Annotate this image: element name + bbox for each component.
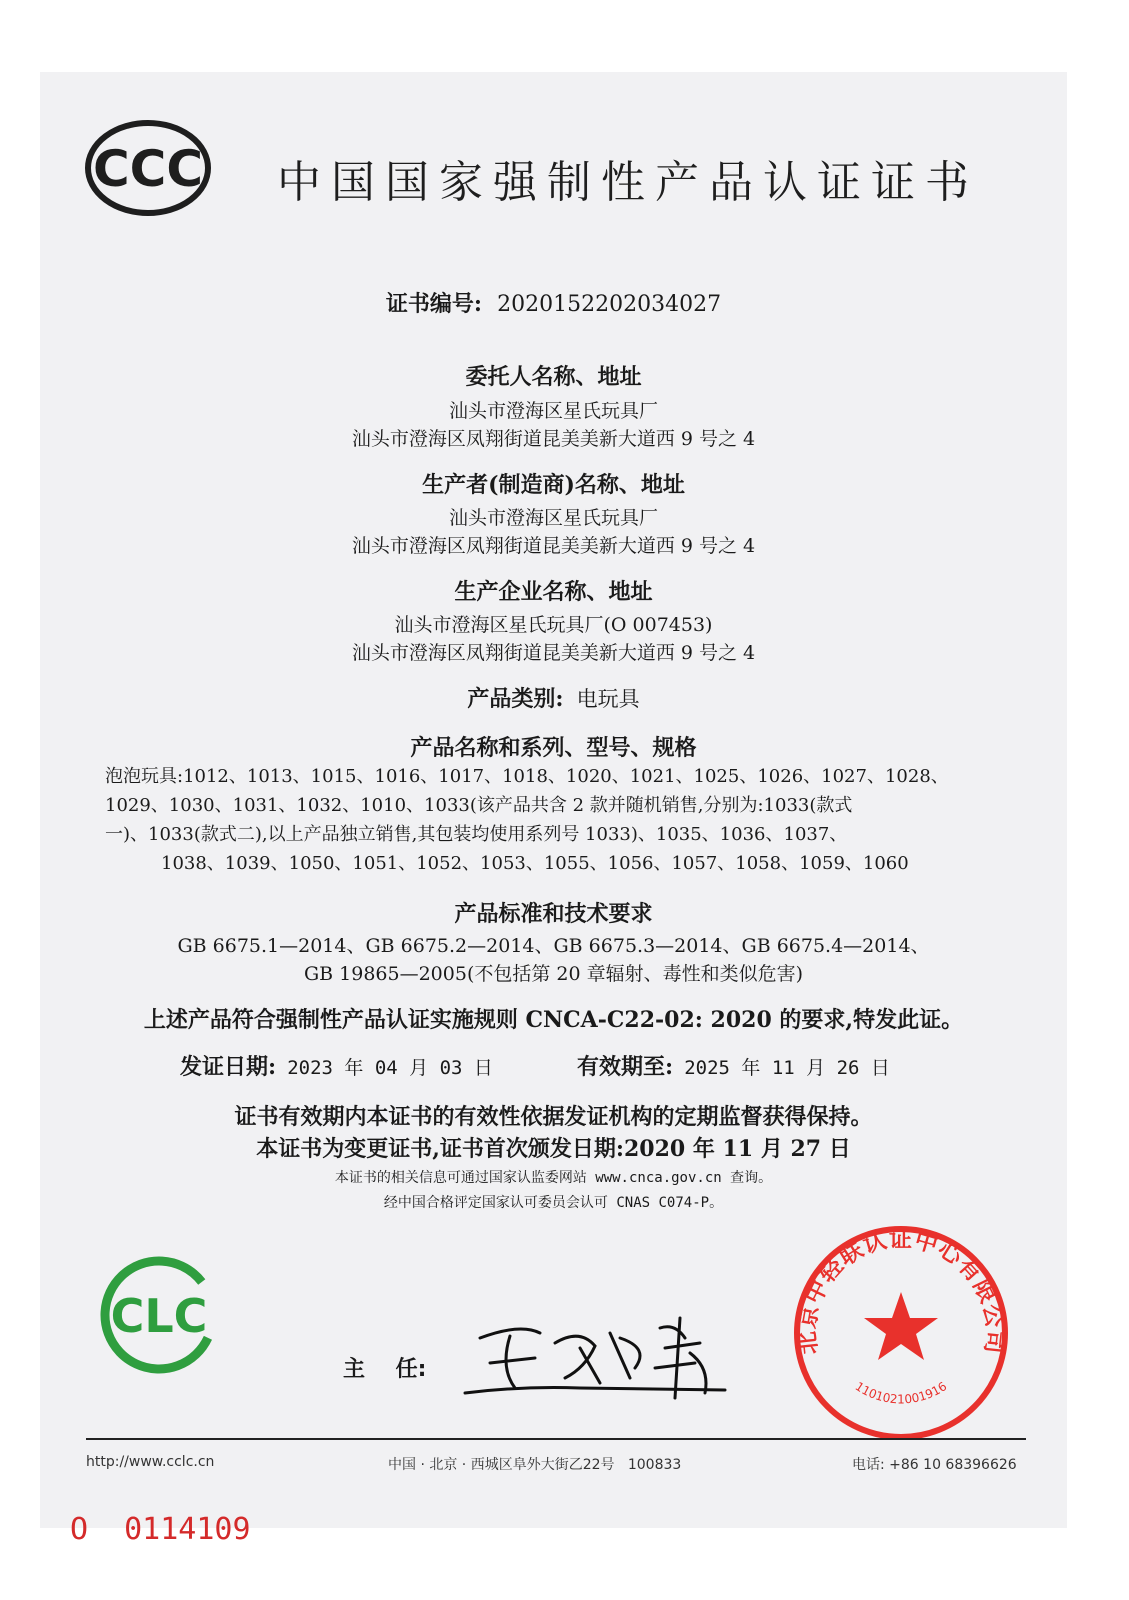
client-address: 汕头市澄海区凤翔街道昆美美新大道西 9 号之 4 bbox=[351, 428, 756, 450]
producer-name: 汕头市澄海区星氏玩具厂 bbox=[448, 507, 658, 529]
client-heading: 委托人名称、地址 bbox=[465, 364, 642, 390]
category-label: 产品类别: bbox=[467, 686, 564, 712]
director-label: 主 任: bbox=[343, 1357, 427, 1382]
svg-text:1101021001916: 1101021001916 bbox=[852, 1379, 950, 1407]
valid-until-label: 有效期至: bbox=[577, 1054, 674, 1080]
svg-text:北京中轻联认证中心有限公司: 北京中轻联认证中心有限公司 bbox=[794, 1226, 1008, 1356]
factory-name: 汕头市澄海区星氏玩具厂(O 007453) bbox=[394, 614, 713, 636]
footer-address: 中国 · 北京 · 西城区阜外大街乙22号 100833 bbox=[388, 1457, 682, 1473]
cnas-note: 经中国合格评定国家认可委员会认可 CNAS C074-P。 bbox=[383, 1195, 724, 1211]
valid-until-row bbox=[577, 1050, 890, 1081]
factory-address: 汕头市澄海区凤翔街道昆美美新大道西 9 号之 4 bbox=[351, 642, 756, 664]
certificate-title: 中国国家强制性产品认证证书 bbox=[277, 157, 979, 208]
client-name: 汕头市澄海区星氏玩具厂 bbox=[448, 400, 658, 422]
products-line: 1029、1030、1031、1032、1010、1033(该产品共含 2 款并随机销售,分别为:1033(款式 bbox=[105, 795, 853, 816]
valid-until-value: 2025 年 11 月 26 日 bbox=[684, 1057, 890, 1079]
products-list bbox=[105, 762, 1020, 878]
factory-heading: 生产企业名称、地址 bbox=[454, 579, 653, 605]
category-value: 电玩具 bbox=[576, 687, 640, 711]
serial-number: 0114109 bbox=[124, 1512, 251, 1547]
svg-text:CCC: CCC bbox=[92, 140, 204, 198]
products-line: 1038、1039、1050、1051、1052、1053、1055、1056、1057、1058、1059、1060 bbox=[161, 853, 909, 874]
footer-phone: 电话: +86 10 68396626 bbox=[852, 1457, 1017, 1473]
conformity-statement: 上述产品符合强制性产品认证实施规则 CNCA-C22-02: 2020 的要求,特发此证。 bbox=[143, 1007, 964, 1033]
certification-seal bbox=[788, 1220, 1014, 1446]
cert-number-label: 证书编号: bbox=[385, 291, 483, 317]
ccc-logo bbox=[84, 118, 212, 218]
director-signature bbox=[460, 1298, 730, 1408]
inquiry-note: 本证书的相关信息可通过国家认监委网站 www.cnca.gov.cn 查询。 bbox=[334, 1170, 773, 1186]
cert-number-value: 2020152202034027 bbox=[497, 292, 722, 317]
issue-date-label: 发证日期: bbox=[180, 1054, 277, 1080]
standards-heading: 产品标准和技术要求 bbox=[454, 901, 653, 927]
issue-date-row bbox=[180, 1050, 493, 1081]
products-line: 泡泡玩具:1012、1013、1015、1016、1017、1018、1020、1021、1025、1026、1027、1028、 bbox=[105, 766, 949, 787]
producer-address: 汕头市澄海区凤翔街道昆美美新大道西 9 号之 4 bbox=[351, 535, 756, 557]
footer-website[interactable]: http://www.cclc.cn bbox=[86, 1454, 215, 1470]
issue-date-value: 2023 年 04 月 03 日 bbox=[287, 1057, 493, 1079]
svg-text:CLC: CLC bbox=[110, 1289, 208, 1343]
producer-heading: 生产者(制造商)名称、地址 bbox=[422, 472, 685, 498]
cert-number-row bbox=[40, 287, 1067, 318]
serial-number-row bbox=[70, 1512, 251, 1547]
footer-rule bbox=[86, 1438, 1026, 1440]
standards-line-1: GB 6675.1—2014、GB 6675.2—2014、GB 6675.3—2014、GB 6675.4—2014、 bbox=[177, 935, 930, 957]
standards-line-2: GB 19865—2005(不包括第 20 章辐射、毒性和类似危害) bbox=[303, 963, 804, 985]
products-line: 一)、1033(款式二),以上产品独立销售,其包装均使用系列号 1033)、1035、1036、1037、 bbox=[105, 824, 848, 845]
products-heading: 产品名称和系列、型号、规格 bbox=[410, 735, 697, 761]
validity-note: 证书有效期内本证书的有效性依据发证机构的定期监督获得保持。 bbox=[234, 1104, 873, 1130]
change-note: 本证书为变更证书,证书首次颁发日期:2020 年 11 月 27 日 bbox=[256, 1136, 851, 1162]
category-row bbox=[40, 682, 1067, 713]
serial-prefix: O bbox=[70, 1512, 89, 1547]
clc-logo bbox=[98, 1254, 220, 1376]
